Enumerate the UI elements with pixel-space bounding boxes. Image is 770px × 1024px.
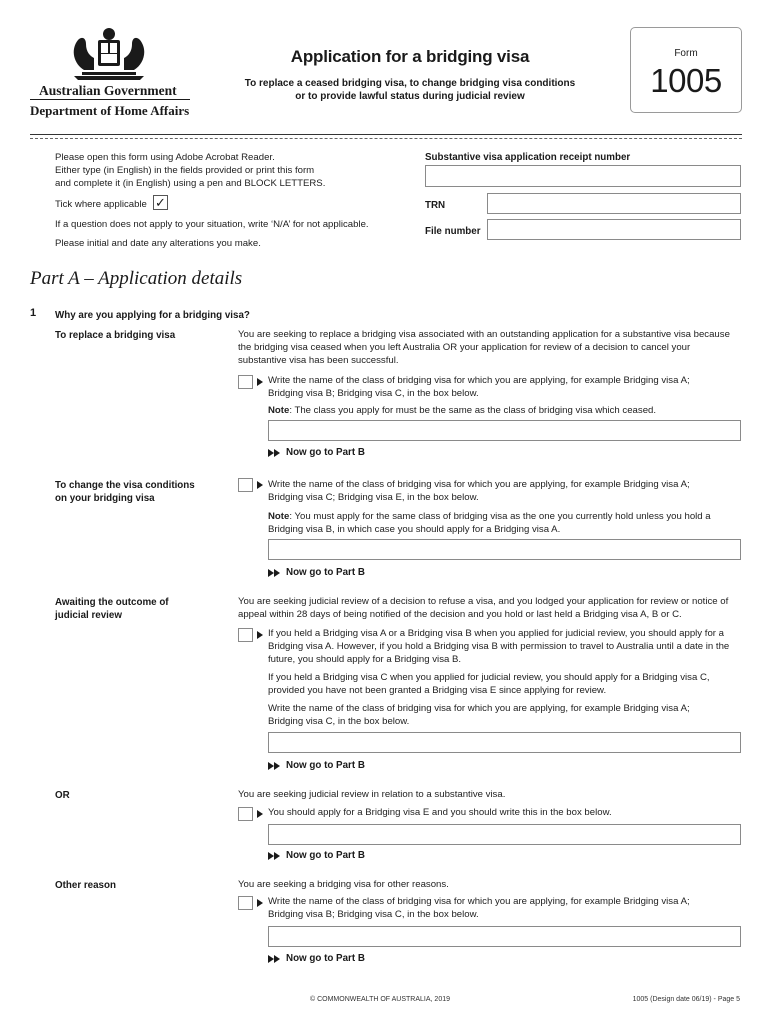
or-checkbox[interactable] <box>238 807 253 821</box>
intro-line-3: and complete it (in English) using a pen and BLOCK LETTERS. <box>55 178 326 189</box>
form-label: Form <box>674 48 698 59</box>
replace-instr-2: Bridging visa B; Bridging visa C, in the box below. <box>268 388 479 399</box>
judicial-p2a: If you held a Bridging visa C when you applied for judicial review, you should apply for a Bridging visa C, <box>268 672 710 683</box>
receipt-number-field[interactable] <box>425 165 741 187</box>
replace-note-text: : The class you apply for must be the same as the class of bridging visa which ceased. <box>289 405 657 416</box>
change-checkbox[interactable] <box>238 478 253 492</box>
pointer-arrow-icon <box>257 378 263 386</box>
tick-instruction: Tick where applicable <box>55 199 147 210</box>
receipt-number-label: Substantive visa application receipt number <box>425 152 631 163</box>
option-other-label: Other reason <box>55 880 116 891</box>
other-goto <box>268 953 365 964</box>
option-change-label-1: To change the visa conditions <box>55 480 195 491</box>
judicial-p1a: If you held a Bridging visa A or a Bridging visa B when you applied for judicial review, you should apply for a <box>268 628 724 639</box>
double-arrow-icon <box>268 955 280 963</box>
judicial-goto-text: Now go to Part B <box>286 760 365 771</box>
footer-copyright: © COMMONWEALTH OF AUSTRALIA, 2019 <box>310 996 450 1003</box>
header-divider-short <box>30 99 190 100</box>
or-instr: You should apply for a Bridging visa E and you should write this in the box below. <box>268 807 612 818</box>
judicial-p1c: future, you should apply for a Bridging visa B. <box>268 654 462 665</box>
double-arrow-icon <box>268 449 280 457</box>
judicial-p3b: Bridging visa C, in the box below. <box>268 716 410 727</box>
intro-line-2: Either type (in English) in the fields provided or print this form <box>55 165 315 176</box>
replace-instr-1: Write the name of the class of bridging visa for which you are applying, for example Bridging visa A; <box>268 375 690 386</box>
intro-line-1: Please open this form using Adobe Acrobat Reader. <box>55 152 275 163</box>
judicial-checkbox[interactable] <box>238 628 253 642</box>
judicial-visa-class-field[interactable] <box>268 732 741 753</box>
or-goto-text: Now go to Part B <box>286 850 365 861</box>
replace-checkbox[interactable] <box>238 375 253 389</box>
change-goto <box>268 567 365 578</box>
double-arrow-icon <box>268 852 280 860</box>
double-arrow-icon <box>268 569 280 577</box>
department-name: Department of Home Affairs <box>30 103 190 118</box>
change-note-1 <box>268 510 711 523</box>
change-instr-2: Bridging visa C; Bridging visa E, in the box below. <box>268 492 479 503</box>
file-number-field[interactable] <box>487 219 741 240</box>
pointer-arrow-icon <box>257 899 263 907</box>
coat-of-arms-logo <box>64 26 154 82</box>
option-change-label-2: on your bridging visa <box>55 493 155 504</box>
initial-instruction: Please initial and date any alterations you make. <box>55 238 261 249</box>
change-note-2: Bridging visa B, in which case you should apply for a Bridging visa A. <box>268 524 561 535</box>
judicial-desc-2: appeal within 28 days of being notified of the decision and you hold or last held a Bridging visa A, B or C. <box>238 609 682 620</box>
trn-label: TRN <box>425 200 446 211</box>
replace-note-label: Note <box>268 405 290 416</box>
other-instr-1: Write the name of the class of bridging visa for which you are applying, for example Bridging visa A; <box>268 896 690 907</box>
replace-note <box>268 404 656 417</box>
change-goto-text: Now go to Part B <box>286 567 365 578</box>
or-visa-class-field[interactable] <box>268 824 741 845</box>
file-number-label: File number <box>425 226 481 237</box>
judicial-p1b: Bridging visa A. However, if you hold a Bridging visa B with permission to travel to Australia until a date in the <box>268 641 730 652</box>
check-icon: ✓ <box>155 195 166 210</box>
or-desc: You are seeking judicial review in relation to a substantive visa. <box>238 789 506 800</box>
na-instruction: If a question does not apply to your situation, write ‘N/A’ for not applicable. <box>55 219 369 230</box>
replace-desc-1: You are seeking to replace a bridging visa associated with an outstanding application for a substantive visa because <box>238 329 730 340</box>
replace-desc-3: substantive visa has been successful. <box>238 355 399 366</box>
other-visa-class-field[interactable] <box>268 926 741 947</box>
part-a-heading: Part A – Application details <box>30 268 243 289</box>
judicial-p3a: Write the name of the class of bridging visa for which you are applying, for example Bridging visa A; <box>268 703 690 714</box>
other-goto-text: Now go to Part B <box>286 953 365 964</box>
question-number: 1 <box>30 307 37 319</box>
form-number-box <box>630 27 742 113</box>
judicial-p2b: provided you have not been granted a Bridging visa E since applying for review. <box>268 685 607 696</box>
footer-page: 1005 (Design date 06/19) - Page 5 <box>632 996 740 1003</box>
pointer-arrow-icon <box>257 481 263 489</box>
or-goto <box>268 850 365 861</box>
option-replace-label: To replace a bridging visa <box>55 330 176 341</box>
pointer-arrow-icon <box>257 631 263 639</box>
change-visa-class-field[interactable] <box>268 539 741 560</box>
change-note-text: : You must apply for the same class of bridging visa as the one you currently hold unless you hold a <box>289 511 711 522</box>
replace-goto-text: Now go to Part B <box>286 447 365 458</box>
change-instr-1: Write the name of the class of bridging visa for which you are applying, for example Bridging visa A; <box>268 479 690 490</box>
tick-example-box <box>153 195 168 210</box>
judicial-goto <box>268 760 365 771</box>
judicial-desc-1: You are seeking judicial review of a decision to refuse a visa, and you lodged your application for review or notice of <box>238 596 729 607</box>
form-subtitle-1: To replace a ceased bridging visa, to change bridging visa conditions <box>244 78 576 89</box>
header-rule <box>30 134 742 139</box>
form-subtitle-2: or to provide lawful status during judicial review <box>295 91 525 102</box>
other-checkbox[interactable] <box>238 896 253 910</box>
double-arrow-icon <box>268 762 280 770</box>
option-or-label: OR <box>55 790 70 801</box>
government-name: Australian Government <box>39 83 177 98</box>
change-note-label: Note <box>268 511 290 522</box>
form-number: 1005 <box>650 62 722 99</box>
form-title: Application for a bridging visa <box>290 47 530 66</box>
other-desc: You are seeking a bridging visa for other reasons. <box>238 879 449 890</box>
other-instr-2: Bridging visa B; Bridging visa C, in the box below. <box>268 909 479 920</box>
pointer-arrow-icon <box>257 810 263 818</box>
option-judicial-label-2: judicial review <box>55 610 122 621</box>
option-judicial-label-1: Awaiting the outcome of <box>55 597 169 608</box>
trn-field[interactable] <box>487 193 741 214</box>
replace-visa-class-field[interactable] <box>268 420 741 441</box>
replace-desc-2: the bridging visa ceased when you left Australia OR your application for review of a decision to cancel your <box>238 342 691 353</box>
replace-goto <box>268 447 365 458</box>
question-text: Why are you applying for a bridging visa? <box>55 310 250 321</box>
